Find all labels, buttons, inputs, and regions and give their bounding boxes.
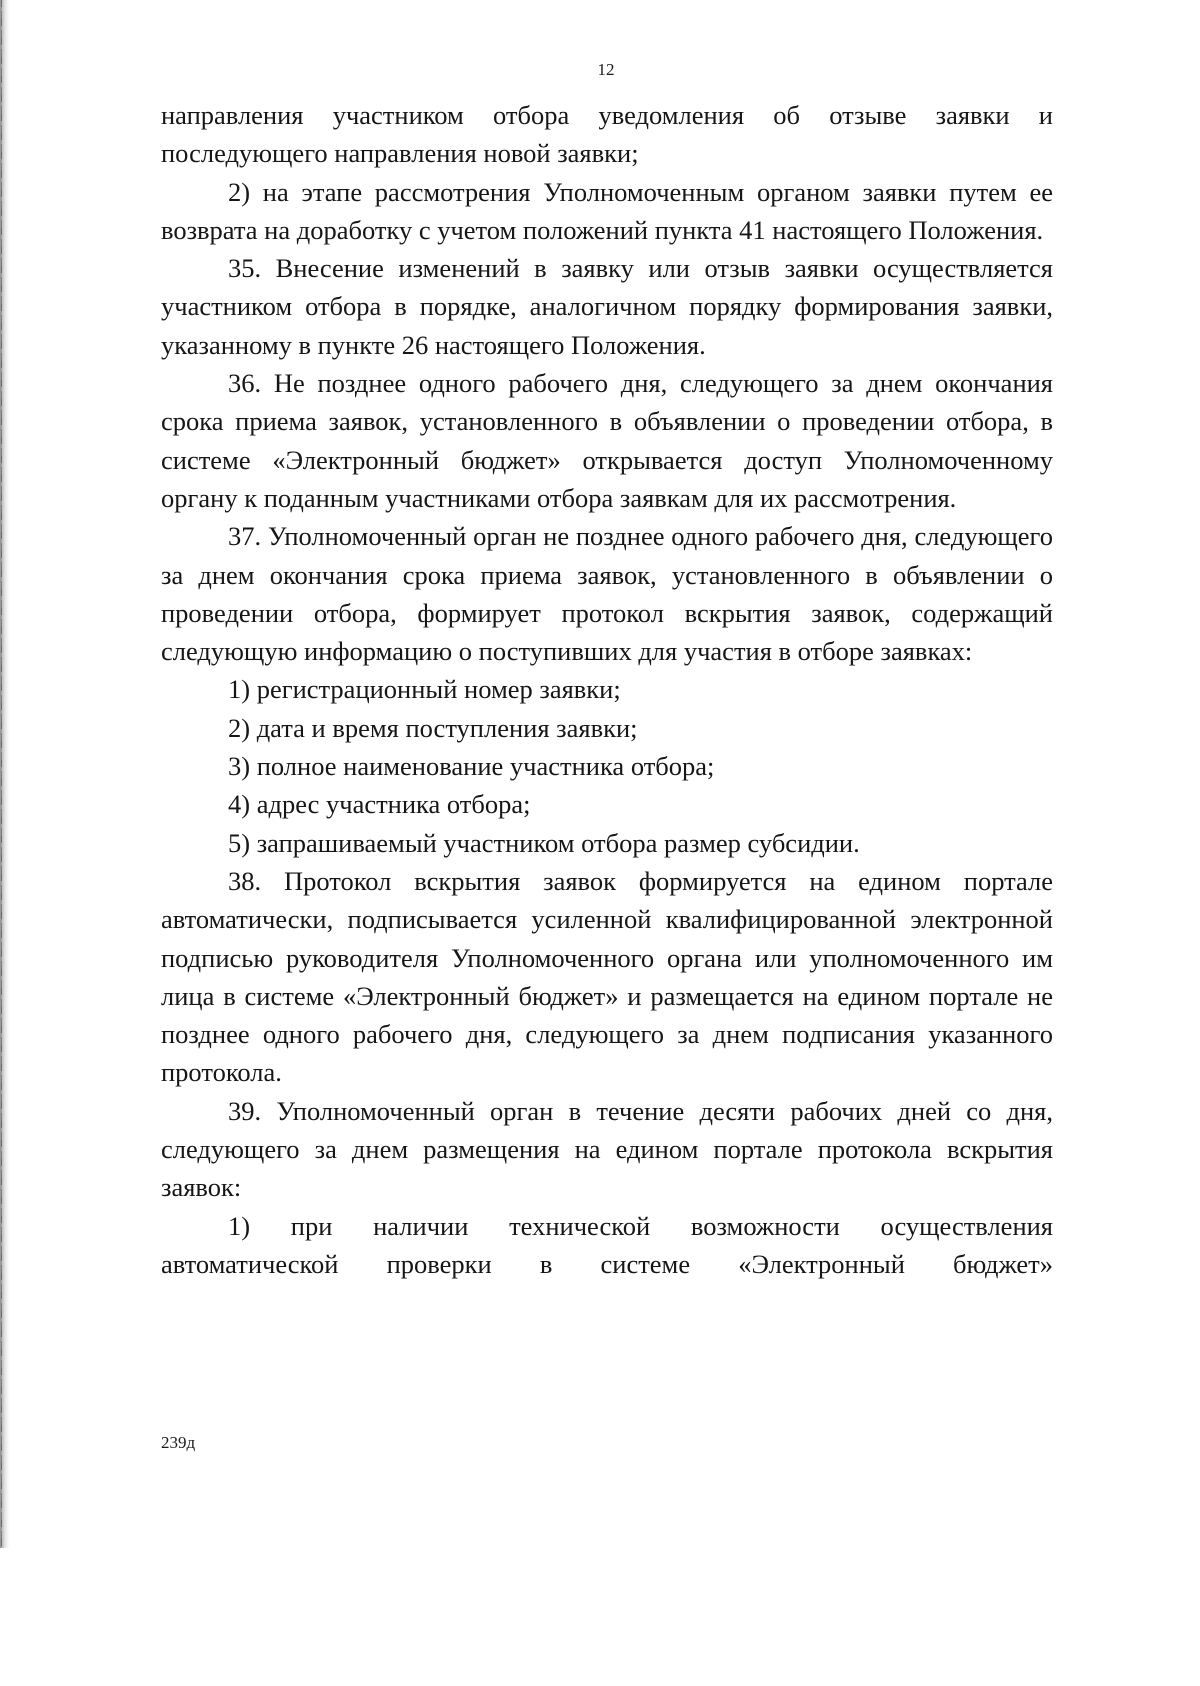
- list-item-3: 3) полное наименование участника отбора;: [228, 751, 715, 782]
- list-item-1: 1) регистрационный номер заявки;: [228, 674, 621, 705]
- list-item-4: 4) адрес участника отбора;: [228, 789, 531, 820]
- paragraph-item-2: 2) на этапе рассмотрения Уполномоченным органом заявки путем ее возврата на доработку с учетом положений пункта 41 настоящего Положения.: [161, 176, 1053, 245]
- list-item-5: 5) запрашиваемый участником отбора размер субсидии.: [228, 827, 860, 858]
- paragraph-35: 35. Внесение изменений в заявку или отзыв заявки осуществляется участником отбора в порядке, аналогичном порядку формирования заявки, указанному в пункте 26 настоящего Положения.: [161, 253, 1053, 360]
- paragraph-39-item-1: 1) при наличии технической возможности осуществления автоматической проверки в системе «Электронный бюджет»: [161, 1210, 1053, 1279]
- paragraph-continuation: направления участником отбора уведомления об отзыве заявки и последующего направления новой заявки;: [161, 100, 1053, 169]
- paragraph-37: 37. Уполномоченный орган не позднее одного рабочего дня, следующего за днем окончания срока приема заявок, установленного в объявлении о проведении отбора, формирует протокол вскрытия заявок, содержащий следующую информацию о поступивших для участия в отборе заявках:: [161, 521, 1053, 667]
- scan-binding-line: [1, 0, 2, 1548]
- paragraph-38: 38. Протокол вскрытия заявок формируется на едином портале автоматически, подписывается усиленной квалифицированной электронной подписью руководителя Уполномоченного органа или уполномоченного им лица в системе «Электронный бюджет» и размещается на едином портале не позднее одного рабочего дня, следующего за днем подписания указанного протокола.: [161, 865, 1053, 1088]
- page-number: 12: [597, 60, 615, 79]
- document-code: 239д: [161, 1433, 196, 1452]
- paragraph-36: 36. Не позднее одного рабочего дня, следующего за днем окончания срока приема заявок, установленного в объявлении о проведении отбора, в системе «Электронный бюджет» открывается доступ Уполномоченному органу к поданным участниками отбора заявкам для их рассмотрения.: [161, 368, 1053, 513]
- paragraph-39: 39. Уполномоченный орган в течение десяти рабочих дней со дня, следующего за днем размещения на едином портале протокола вскрытия заявок:: [161, 1095, 1053, 1203]
- document-body: [161, 96, 1053, 1283]
- list-item-2: 2) дата и время поступления заявки;: [228, 712, 638, 743]
